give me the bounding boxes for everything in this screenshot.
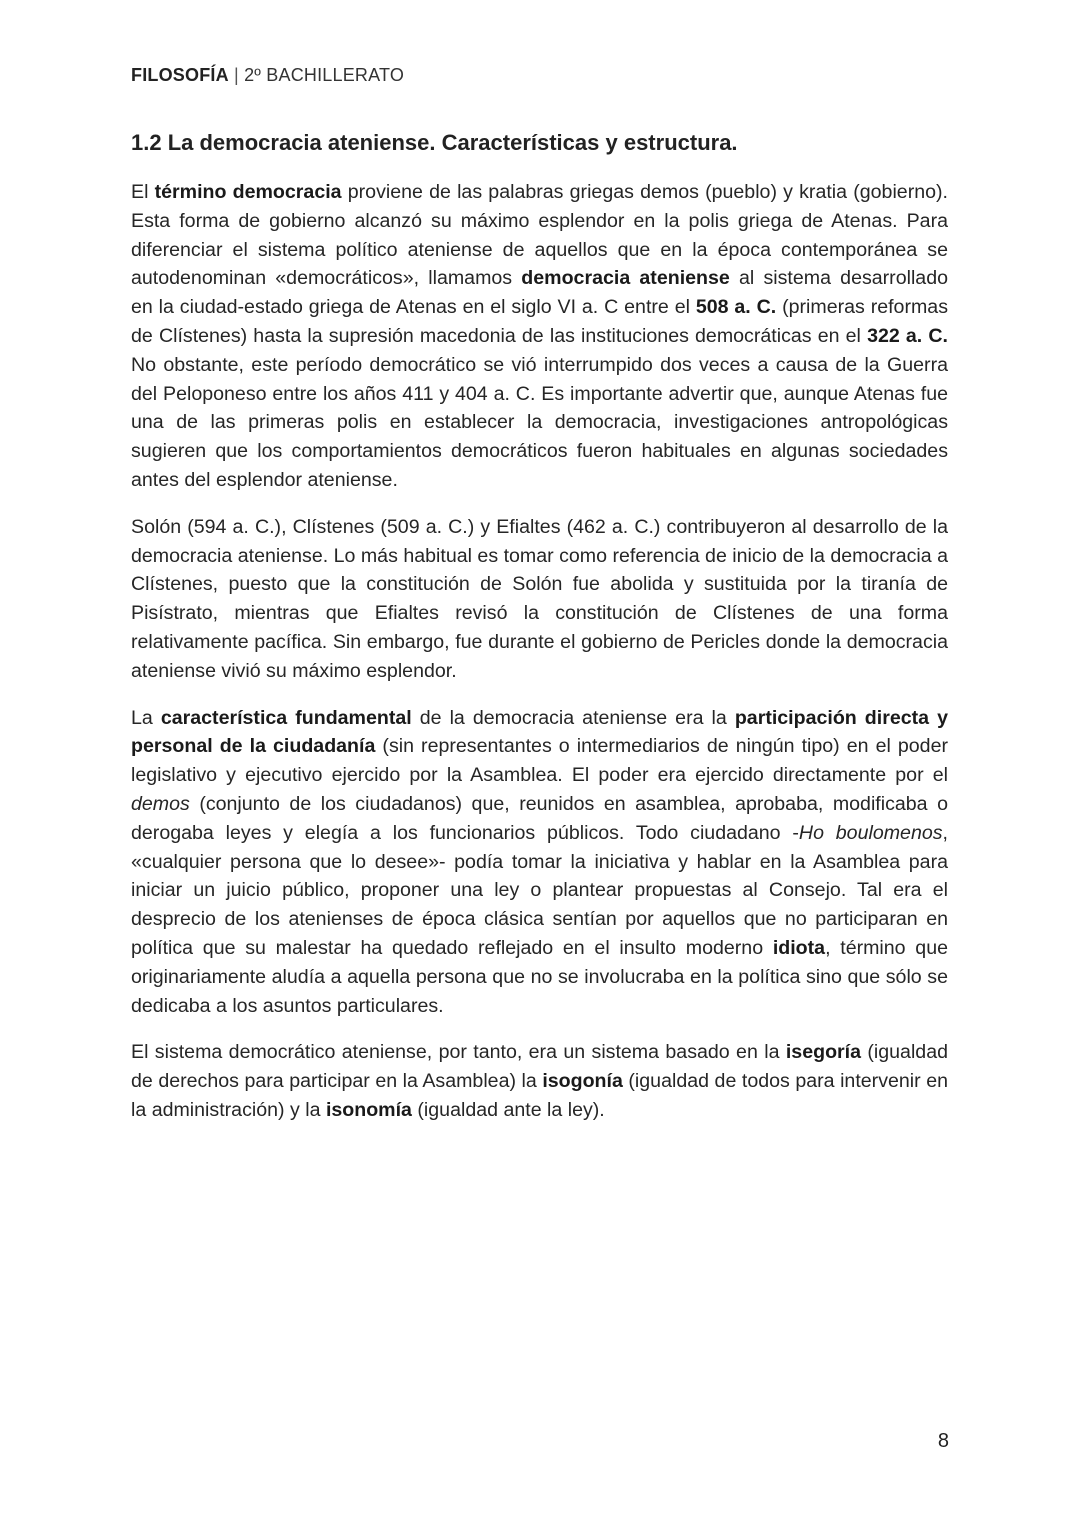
italic-term: Ho boulomenos <box>798 821 943 844</box>
bold-term: término democracia <box>154 181 342 203</box>
section-title: 1.2 La democracia ateniense. Características y estructura. <box>131 130 738 155</box>
bold-term: democracia ateniense <box>521 267 730 290</box>
page-number: 8 <box>937 1430 949 1452</box>
paragraph-2: Solón (594 a. C.), Clístenes (509 a. C.) y Efialtes (462 a. C.) contribuyeron al desarrollo de la democracia ateniense. Lo más habitual es tomar como referencia de inicio de la democracia a Clístenes, puesto que la constitución de Solón fue abolida y sustituida por la tiranía de Pisístrato, mientras que Efialtes revisó la constitución de Clístenes de una forma relativamente pacífica. Sin embargo, fue durante el gobierno de Pericles donde la democracia ateniense vivió su máximo esplendor. <box>131 515 948 682</box>
page-header <box>131 65 404 86</box>
header-subject: FILOSOFÍA <box>131 65 229 85</box>
paragraph-1: El término democracia proviene de las palabras griegas demos (pueblo) y kratia (gobierno). Esta forma de gobierno alcanzó su máximo esplendor en la polis griega de Atenas. Para diferenciar el sistema político ateniense de aquellos que en la época contemporánea se autodenominan «democráticos», llamamos democracia ateniense al sistema desarrollado en la ciudad-estado griega de Atenas en el siglo VI a. C entre el 508 a. C. (primeras reformas de Clístenes) hasta la supresión macedonia de las instituciones democráticas en el 322 a. C. No obstante, este período democrático se vió interrumpido dos veces a causa de la Guerra del Peloponeso entre los años 411 y 404 a. C. Es importante advertir que, aunque Atenas fue una de las primeras polis en establecer la democracia, investigaciones antropológicas sugieren que los comportamientos democráticos fueron habituales en algunas sociedades antes del esplendor ateniense. <box>131 181 949 491</box>
bold-date: 322 a. C. <box>867 324 948 347</box>
body-text <box>131 178 948 1143</box>
bold-term: participación directa y personal de la ciudadanía <box>131 706 948 758</box>
header-level: 2º BACHILLERATO <box>244 65 405 85</box>
header-separator: | <box>234 65 239 85</box>
paragraph-4: El sistema democrático ateniense, por tanto, era un sistema basado en la isegoría (igualdad de derechos para participar en la Asamblea) la isogonía (igualdad de todos para intervenir en la administración) y la isonomía (igualdad ante la ley). <box>131 1041 949 1121</box>
bold-term: idiota <box>772 936 826 959</box>
bold-term: isogonía <box>542 1070 623 1093</box>
bold-term: isegoría <box>785 1041 862 1064</box>
bold-term: isonomía <box>325 1098 412 1121</box>
bold-date: 508 a. C. <box>695 296 777 319</box>
italic-term: demos <box>131 792 190 815</box>
paragraph-3: La característica fundamental de la democracia ateniense era la participación directa y personal de la ciudadanía (sin representantes o intermediarios de ningún tipo) en el poder legislativo y ejecutivo ejercido por la Asamblea. El poder era ejercido directamente por el demos (conjunto de los ciudadanos) que, reunidos en asamblea, aprobaba, modificaba o derogaba leyes y elegía a los funcionarios públicos. Todo ciudadano -Ho boulomenos, «cualquier persona que lo desee»- podía tomar la iniciativa y hablar en la Asamblea para iniciar un juicio público, proponer una ley o plantear propuestas al Consejo. Tal era el desprecio de los atenienses de época clásica sentían por aquellos que no participaran en política que su malestar ha quedado reflejado en el insulto moderno idiota, término que originariamente aludía a aquella persona que no se involucraba en la política sino que sólo se dedicaba a los asuntos particulares. <box>131 706 948 1017</box>
bold-term: característica fundamental <box>160 706 412 729</box>
